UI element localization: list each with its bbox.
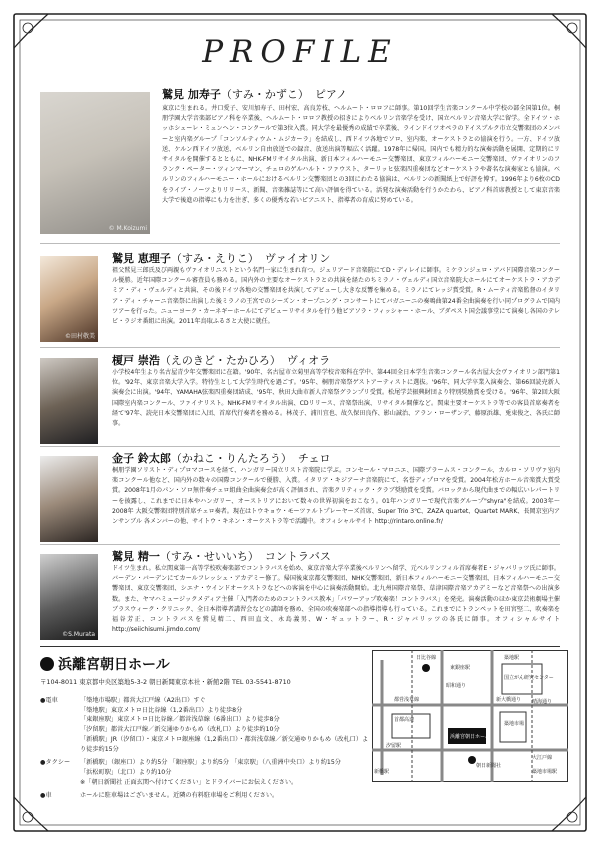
access-line: 「新橋駅」JR（汐留口）・東京メトロ銀座線（1,2番出口）・都営浅草線／新交通ゆりかもめ（改札口）より徒歩約15分	[80, 735, 369, 753]
profile-name: 鷲見 精一	[112, 550, 160, 563]
profile-cellist	[40, 450, 560, 542]
photo-credit: ©田村敬美	[64, 333, 95, 340]
profile-instrument: ピアノ	[314, 88, 347, 101]
map-label: 国立がん研究センター	[504, 675, 554, 681]
access-line: 「汐留駅」都営大江戸線／新交通ゆりかもめ（改札口）より徒歩約10分	[80, 726, 280, 734]
map-label: 汐留駅	[386, 743, 402, 749]
map-label: 都営浅草線	[394, 697, 420, 703]
access-label: ●車	[40, 792, 52, 800]
profile-pianist	[40, 86, 560, 236]
access-label: ●電車	[40, 697, 58, 704]
portrait-photo	[40, 554, 98, 640]
venue-address: 〒104-8011 東京都中央区築地5-3-2 朝日新聞東京本社・新館2階 TEL 03-5541-8710	[40, 678, 291, 686]
profile-name: 金子 鈴太郎	[112, 452, 171, 465]
map-label: 晴海通り	[532, 699, 553, 705]
map-label: 築地市場	[504, 721, 525, 727]
profile-instrument: ヴィオラ	[286, 354, 331, 367]
map-label: 新大橋通り	[496, 697, 522, 703]
profile-bio: 祖父鷲見三郎氏及び両親もヴァイオリニストという名門一家に生まれ育つ。ジュリアード音楽院にてD・ディレイに師事。ミケランジェロ・アバド国際音楽コンクール優勝。近年国際コンクール審査員も務める。国内外の主要なオーケストラとの共演を経たのちミラノ・ヴェルディ国立音楽院大ホールにてオーケストラ・アカデミア・ディ・ヴェルディと共演、その後ドイツ各地の交響楽団を共演してデビューし大きな反響を集める。ミラノにてレッジ賞受賞。R・ムーティ音楽監督のイタリア・ディ・チャーニ音楽祭に出演した後ミラノの王宮でのシーズン・オープニング・コンサートにてバガニーニの奏鳴曲第24番全曲演奏を行い同プログラムで国内ツアーを行った。ニューヨーク・カーネギーホールにてデビューリサイタルを行う他ピアソラ・フィッシャー・ホール、ブダペスト国会議事堂にて演奏し各国のテレビ・ラジオ番組に出演。2011年鳥取ふるさと大使に就任。	[112, 267, 561, 326]
photo-credit: © M.Koizumi	[108, 225, 147, 232]
venue-logo-icon	[40, 657, 54, 671]
map-label: 朝日新聞社	[476, 763, 502, 769]
profile-reading: （かねこ・りんたろう）	[170, 452, 292, 465]
map-label: 築地市場駅	[532, 769, 558, 775]
divider	[40, 544, 560, 545]
profile-violinist	[40, 250, 560, 345]
access-taxi	[40, 758, 370, 787]
divider	[40, 243, 560, 244]
profile-instrument: チェロ	[297, 452, 331, 465]
access-label: ●タクシー	[40, 759, 71, 767]
profile-heading	[162, 86, 347, 102]
access-info	[40, 696, 370, 801]
map-label: 浜離宮朝日ホール	[450, 734, 490, 740]
profile-reading: （すみ・かずこ）	[220, 88, 309, 101]
venue-name-text: 浜離宮朝日ホール	[58, 657, 170, 673]
photo-credit: ©S.Murata	[62, 631, 95, 638]
profile-name: 鷲見 加寿子	[162, 88, 221, 101]
profile-reading: （すみ・えりこ）	[170, 252, 259, 265]
divider	[40, 347, 560, 348]
divider	[40, 646, 560, 647]
access-line: 「浜松町駅」（北口）より約10分	[80, 768, 172, 776]
map-label: 昭和通り	[446, 683, 467, 689]
access-line: 「築地市場駅」都営大江戸線（A2出口）すぐ	[80, 697, 206, 704]
profile-bio: 小学校4年生より名古屋青少年交響楽団に在籍。'90年、名古屋市立菊里高等学校音楽科在学中、第44回全日本学生音楽コンクール名古屋大会ヴァイオリン部門第1位。'92年、東京音楽大学入学。特待生として大学生時代を過ごす。'95年、桐朋音楽祭ゲストアーティストに選抜。'96年、同大学卒業入演奏会、第66回読売新人演奏会に出演。'94年、YAMAHA弦楽四重奏団結成、'95年、秋田大曲市新人音楽祭グランプリ受賞。松尾学芸振興財団より特別奨励賞を受ける。'96年、第2回大阪国際室内楽コンクール、ファイナリスト。NHK-FMリサイタル出演、CDリリース、音楽祭出演、リサイタル開催など。関東主要オーケストラ等での客員首席奏者を経て'97年、読売日本交響楽団に入団、首席代行奏者を務める。林茂子、浦川宜也、故久保田良作、影山誠治、アラン・ローザンデ、藤原浜雄、兎束俊之、各氏に師事。	[112, 369, 560, 428]
profile-violist	[40, 352, 560, 444]
map-label: 新橋駅	[374, 769, 390, 775]
map-label: 大江戸線	[532, 755, 553, 761]
profile-bio: 桐朋学園ソリスト・ディプロマコースを経て、ハンガリー国立リスト音楽院に学ぶ。コンセール・マロニエ、国際ブラームス・コンクール、カルロ・ソリヴァ室内楽コンクール他など、国内外の数々の国際コンクールで優勝、入賞。イタリア・キジアーナ音楽院にて、名誉ディプロマを受賞。2004年松方ホール音楽賞大賞受賞。2008年1月のパン・ソロ無伴奏チェロ組曲全曲演奏会が高く評価され、音楽クリティック・クラブ奨励賞を受賞。バロックから現代曲までの幅広いレパートリーを披露し、これまでに日本やハンガリー、オーストリアにおいて数々の世界初演をおこなう。01年ハンガリーで現代音楽グループ"shyra"を結成。2003年～2008年 大阪交響楽団特別首席チェロ奏者。現在はトウキョウ・モーツァルトプレーヤーズ首席、Super Trio 3℃、ZAZA quartet、Quartet MARK、長岡京室内アンサンブル 各メンバーの他、サイトウ・キネン・オーケストラ等で活躍中。オフィシャルサイト http://rintaro.online.fr/	[112, 467, 561, 526]
access-line: 「新橋駅」（銀座口）より約5分 「銀座駅」より約5分 「東京駅」（八重洲中央口）より約15分	[80, 759, 341, 767]
map-label: 東銀座駅	[450, 665, 471, 671]
map-label: 首都高速	[394, 717, 415, 723]
profile-heading	[112, 352, 330, 368]
profile-bio: 東京に生まれる。井口愛子、安川加寿子、田村宏、高良芳枝、ヘルムート・ロロフに師事。第10回学生音楽コンクール中学校の部全国第1位。桐朋学園大学音楽部ピアノ科を卒業後、ヘルムート・ロロフ教授の招きによりベルリン音楽学を受け、国立ベルリン音楽大学に留学。全ドイツ・ホッホシューレ・ミュンヘン・コンクールで第3位入賞。同大学を最優秀の成績で卒業後、ラインドイツオペラのドイスブルク市立交響楽団のメンバーと室内楽グループ「コンソルティウム・ムジカーラ」を結成し、西ドイツ各地でソロ、室内楽、オーケストラとの協演を行う。一方、ドイツ放送、ケルン西ドイツ放送、ベルリン自由放送での録音、放送出演等幅広く活躍。1978年に帰国。国内でも精力的な演奏活動を展開、定期的にリサイタルを開催するとともに、NHK-FMリサイタル出演、新日本フィルハーモニー交響楽団、東京フィルハーモニー交響楽団、ヴァイオリンのフランク・ペーター・ツィンマーマン、チェロのゲルハルト・ファウスト、ターリッヒ弦楽四重奏団などオーケストラや著名な演奏家とも協演。ベルリンのフィルハーモニー・ホールにおけるベルリン交響楽団との3回にわたる協演は、ベルリンの新聞紙上で好評を博す。1996年より6枚のCDをライブ・ノーツよりリリース、新聞、音楽雑誌等にて高い評価を得ている。活発な演奏活動を行うかたわら、ピアノ科首席教授として東京音楽大学で後進の指導にも力を注ぎ、多くの優秀な若いピアニスト、指導者の育成に努めている。	[162, 105, 560, 204]
profile-bio: ドイツ生まれ。私立関東第一高等学校吹奏楽部でコントラバスを始め、東京音楽大学卒業後ベルリンへ留学、元ベルリンフィル首席奏者E・ジャバリッツ氏に師事。バーデン・バーデンにてカールフレッシュ・アカデミー修了。帰国後東京都交響楽団、NHK交響楽団、新日本フィルハーモニー交響楽団、日本フィルハーモニー交響楽団、東京交響楽団、シエナ・ウインドオーケストラなどへの客演を中心に演奏活動開始。北九州国際音楽祭、草津国際音楽アカデミーなど音楽祭への出演多数。また、ヤマハミュージックメディア主催「入門者のためのコントラバス教本」「パワーアップ吹奏楽！コントラバス」を発売。演奏活動のほか東京芸術劇場主催ブラスウィーク・クリニック、全日本指導者講習会などの講師を務め、全国の吹奏楽部への指導指導も行っている。これまでにトランペットを田宮堅二、吹奏楽を福谷芳正、コントラバスを鷲見精二、西田直文、永島義男、W・ギュットラー、R・ジャバリッツの各氏に師事。オフィシャルサイト http://seiichisumi.jimdo.com/	[112, 565, 560, 634]
profile-reading: （すみ・せいいち）	[159, 550, 259, 563]
access-map	[372, 650, 568, 782]
profile-heading	[112, 450, 331, 466]
profile-bassist	[40, 548, 560, 643]
page-title: PROFILE	[202, 34, 398, 70]
portrait-photo	[40, 358, 98, 444]
profile-reading: （えのきど・たかひろ）	[159, 354, 281, 367]
access-line: 「東銀座駅」東京メトロ日比谷線／都営浅草線（6番出口）より徒歩8分	[80, 716, 280, 724]
portrait-photo	[40, 92, 150, 234]
map-label: 築地駅	[504, 655, 520, 661]
access-line: ホールに駐車場はございません。近隣の有料駐車場をご利用ください。	[80, 792, 279, 800]
portrait-photo	[40, 256, 98, 342]
access-line: 「築地駅」東京メトロ日比谷線（1,2番出口）より徒歩8分	[80, 706, 243, 714]
profile-instrument: コントラバス	[264, 550, 331, 563]
portrait-photo	[40, 456, 98, 542]
profile-instrument: ヴァイオリン	[264, 252, 331, 265]
profile-heading	[112, 250, 330, 266]
access-line: ※「朝日新聞社 正面玄関へ付けてください」とドライバーにお伝えください。	[80, 778, 298, 786]
map-label: 日比谷線	[416, 655, 437, 661]
venue-name	[40, 654, 170, 674]
access-car	[40, 791, 370, 801]
profile-name: 榎戸 崇浩	[112, 354, 160, 367]
profile-heading	[112, 548, 331, 564]
profile-name: 鷲見 恵理子	[112, 252, 171, 265]
divider	[40, 446, 560, 447]
access-train	[40, 696, 370, 754]
